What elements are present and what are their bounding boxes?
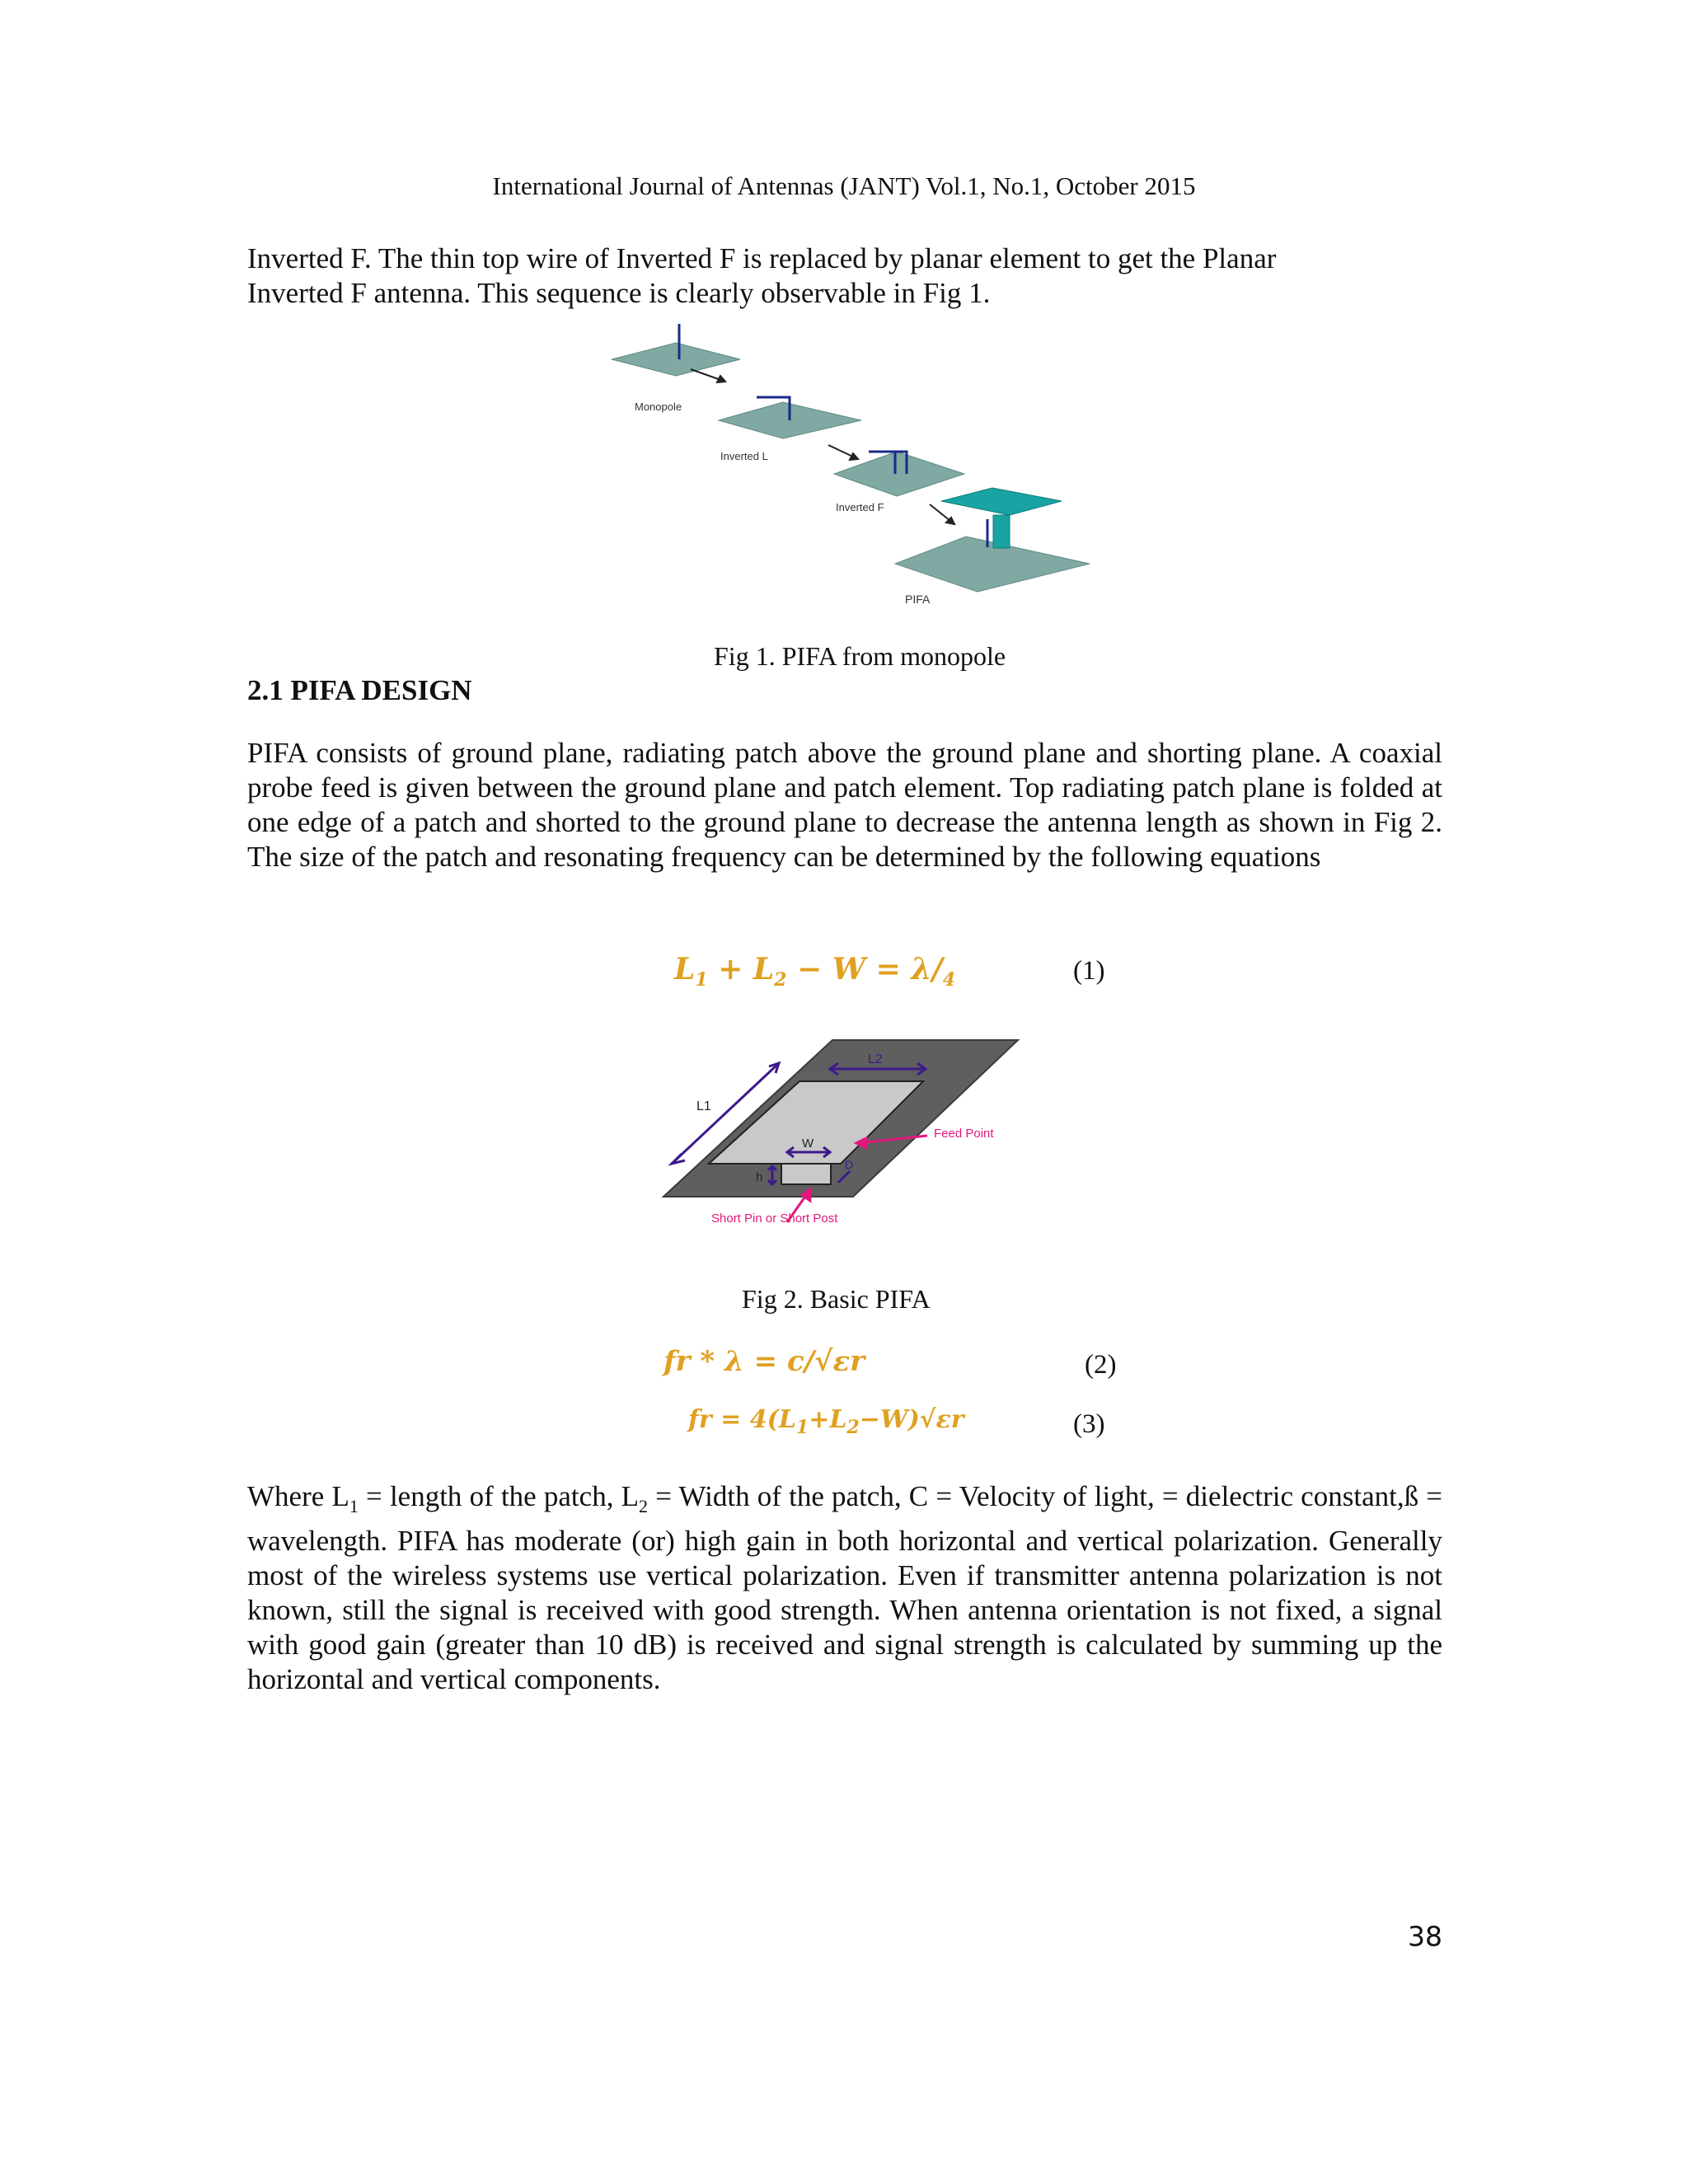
equation-2: fr * λ = c/√εr (663, 1345, 865, 1378)
fig2-label-l1: L1 (696, 1099, 711, 1113)
equation-2-number: (2) (1085, 1350, 1117, 1380)
equation-1: $L_1 + L_2 - W = \lambda/_4$ (674, 952, 956, 991)
fig1-pifa-evolution (593, 313, 1121, 618)
polarization-paragraph (247, 1479, 1442, 1697)
equation-1-number: (1) (1073, 956, 1105, 986)
para2-text-b: = length of the patch, L (358, 1480, 640, 1512)
fig1-label-inverted-f: Inverted F (836, 501, 884, 513)
para2-subscript-2: 2 (639, 1496, 649, 1516)
fig2-label-w: W (802, 1137, 814, 1151)
fig2-label-h: h (756, 1170, 763, 1184)
fig1-label-pifa: PIFA (905, 593, 931, 606)
fig2-caption: Fig 2. Basic PIFA (742, 1284, 931, 1314)
page-number: 38 (1408, 1920, 1442, 1952)
fig2-label-d: D (845, 1158, 854, 1171)
fig2-label-short-pin: Short Pin or Short Post (711, 1212, 838, 1226)
intro-line-2: Inverted F antenna. This sequence is clearly observable in Fig 1. (247, 277, 991, 309)
fig2-label-feed-point: Feed Point (934, 1127, 994, 1141)
running-header: International Journal of Antennas (JANT) Vol.1, No.1, October 2015 (492, 171, 1196, 200)
para2-subscript-1: 1 (349, 1496, 359, 1516)
para2-text-c: = Width of the patch, C = Velocity of light, = dielectric constant,ß = wavelength. PIFA has moderate (or) high gain in both horizontal and vertical polarization. Generally most of the wireless systems use vertical polarization. Even if transmitter antenna polarization is not known, still the signal is received with good strength. When antenna orientation is not fixed, a signal with good gain (greater than 10 dB) is received and signal strength is calculated by summing up the horizontal and vertical components. (247, 1480, 1442, 1695)
monopole-ground-plane (612, 324, 740, 376)
sequence-arrows (691, 369, 954, 524)
equation-3-number: (3) (1073, 1409, 1105, 1439)
design-paragraph: PIFA consists of ground plane, radiating patch above the ground plane and shorting plane. A coaxial probe feed is given between the ground plane and patch element. Top radiating patch plane is folded at one edge of a patch and shorted to the ground plane to decrease the antenna length as shown in Fig 2. The size of the patch and resonating frequency can be determined by the following equations (247, 737, 1442, 873)
equation-3: fr = $4(L_1+L_2-W)√\varepsilon r$ (688, 1405, 964, 1438)
fig1-label-inverted-l: Inverted L (720, 450, 768, 462)
fig2-basic-pifa (655, 1030, 1034, 1236)
inverted-l-ground-plane (719, 397, 861, 438)
para2-text-a: Where L (247, 1480, 349, 1512)
short-post (781, 1164, 831, 1184)
intro-paragraph (247, 241, 1451, 311)
fig1-label-monopole: Monopole (635, 401, 682, 413)
fig1-caption: Fig 1. PIFA from monopole (714, 641, 1006, 671)
section-heading: 2.1 PIFA DESIGN (247, 674, 472, 706)
intro-line-1: Inverted F. The thin top wire of Inverted F is replaced by planar element to get the Planar (247, 242, 1277, 274)
fig2-label-l2: L2 (868, 1052, 883, 1066)
pifa-ground-plane (895, 488, 1090, 592)
